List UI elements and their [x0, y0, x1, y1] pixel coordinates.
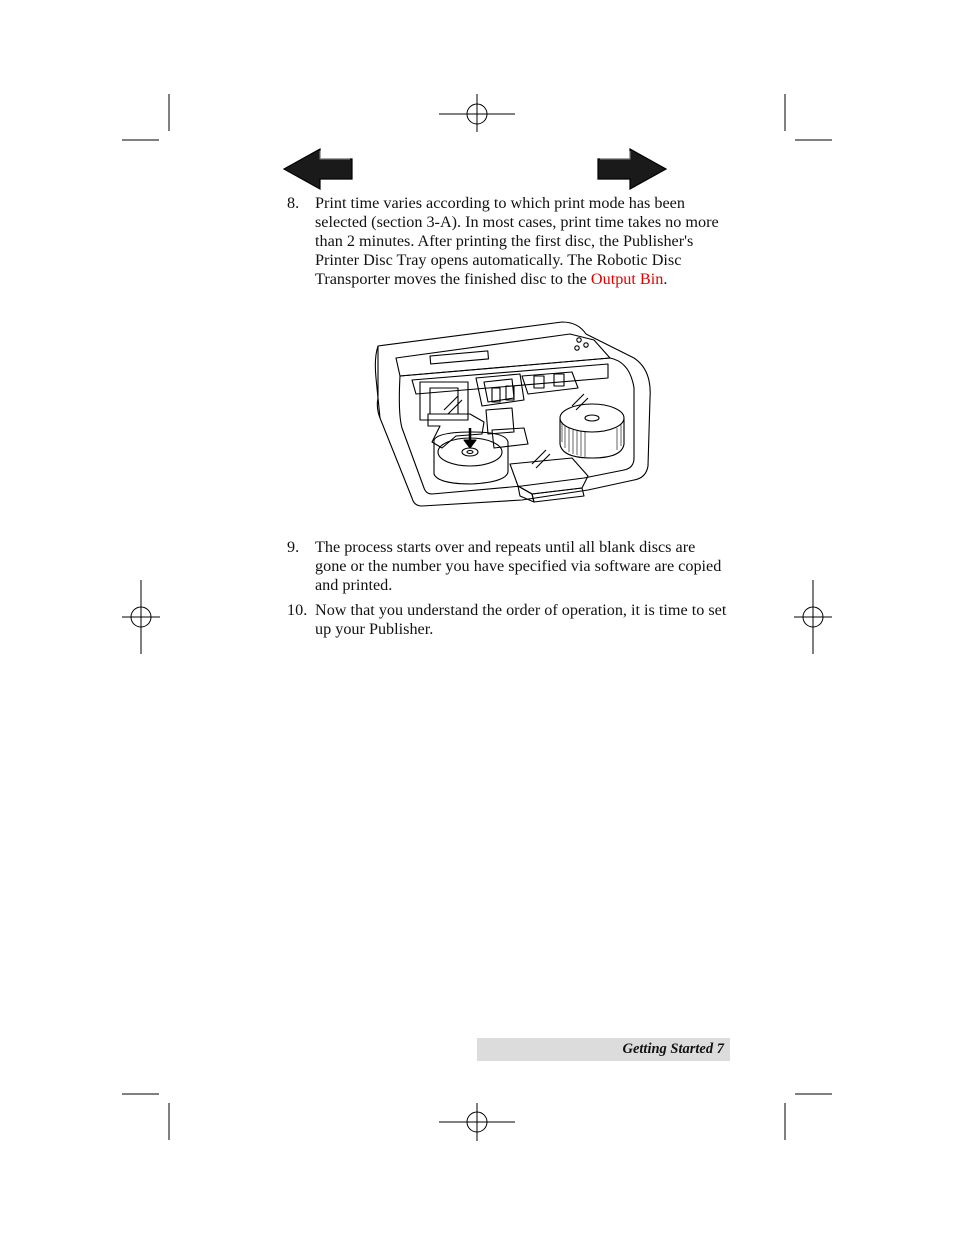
step-number: 9.: [287, 538, 300, 556]
registration-mark-bottom: [439, 1103, 515, 1141]
footer-bar: [477, 1038, 730, 1061]
registration-mark-right: [794, 580, 832, 654]
registration-mark-top: [439, 94, 515, 132]
step-number: 10.: [287, 601, 308, 619]
right-arrow-icon[interactable]: [596, 147, 668, 191]
step-text: [315, 194, 730, 289]
step-number: 8.: [287, 194, 300, 212]
output-bin-link[interactable]: Output Bin: [590, 269, 664, 288]
disc-publisher-illustration: [372, 318, 652, 508]
step-suffix: .: [663, 269, 668, 288]
step-body: Print time varies according to which print mode has been selected (section 3-A). In most cases, print time takes no more than 2 minutes. After printing the first disc, the Publisher's Printer Disc Tray opens automatically. The Robotic Disc Transporter moves the finished disc to the: [315, 194, 719, 288]
registration-mark-left: [122, 580, 160, 654]
step-text: The process starts over and repeats until all blank discs are gone or the number you have specified via software are copied and printed.: [315, 538, 722, 594]
left-arrow-icon[interactable]: [282, 147, 354, 191]
page-footer-label: Getting Started 7: [622, 1041, 724, 1057]
step-text: Now that you understand the order of operation, it is time to set up your Publisher.: [315, 601, 727, 638]
